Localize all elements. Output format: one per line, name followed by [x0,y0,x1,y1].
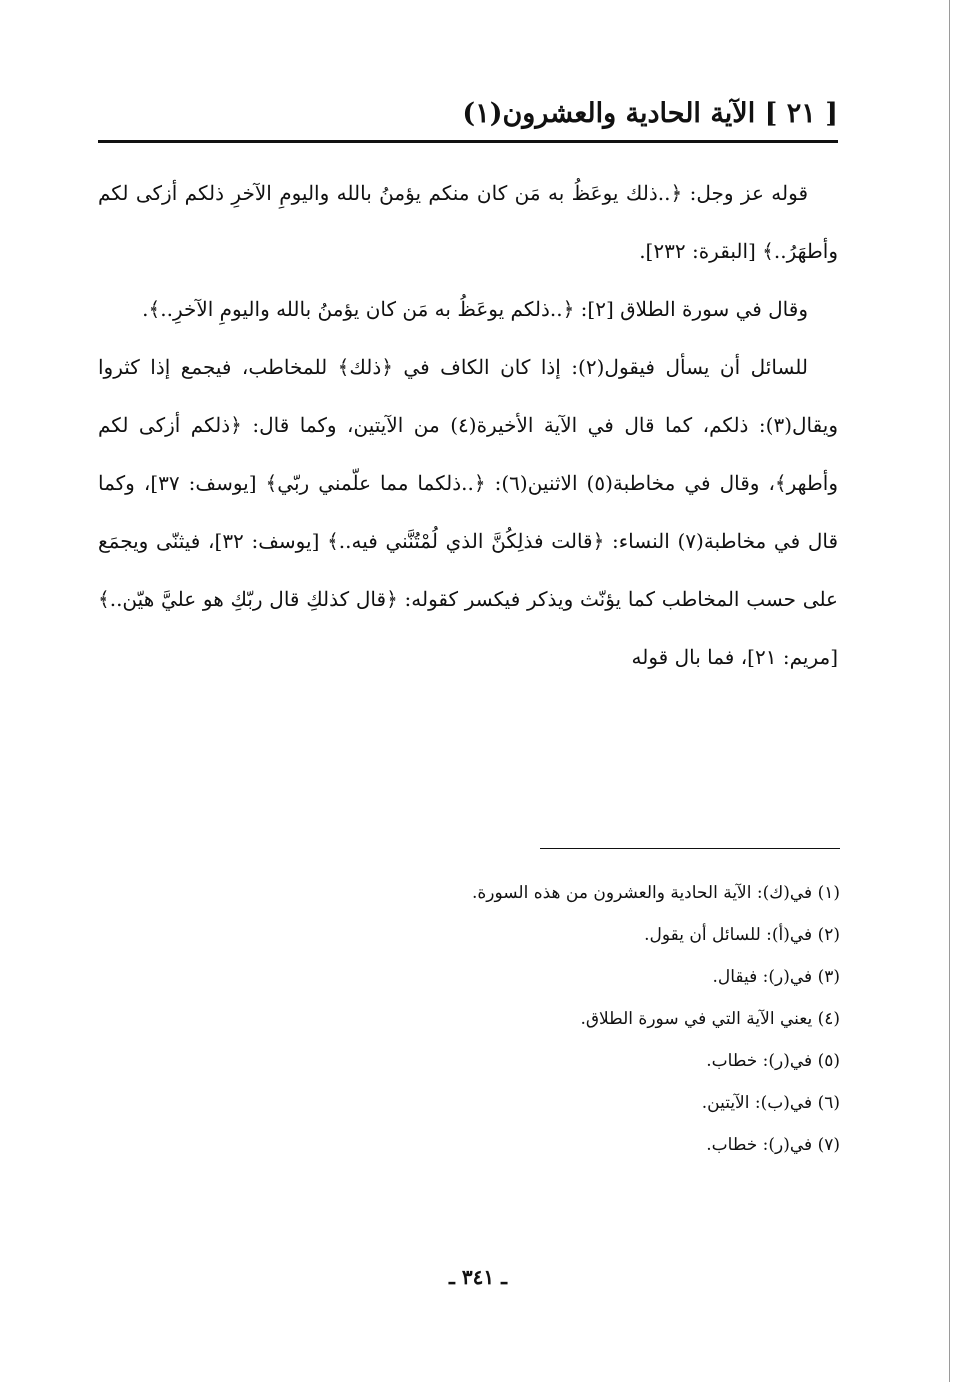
page-number: ـ ٣٤١ ـ [449,1265,507,1289]
footnote-2: (٢) في(أ): للسائل أن يقول. [644,925,840,945]
main-text [98,164,838,686]
paragraph-verse-baqara: قوله عز وجل: ﴿..ذلك يوعَظُ به مَن كان منكم يؤمنُ بالله واليومِ الآخرِ ذلكم أزكى لكم وأطهَرُ..﴾ [البقرة: ٢٣٢]. [98,181,838,263]
footnote-4: (٤) يعني الآية التي في سورة الطلاق. [580,1009,840,1029]
footnote-7: (٧) في(ر): خطاب. [706,1135,840,1155]
heading-rule [98,140,838,143]
page-edge-line [949,0,950,1382]
footnote-3: (٣) في(ر): فيقال. [712,967,840,987]
paragraph-verse-talaq: وقال في سورة الطلاق [٢]: ﴿..ذلكم يوعَظُ به مَن كان يؤمنُ بالله واليومِ الآخرِ..﴾. [142,297,808,321]
paragraph-question: للسائل أن يسأل فيقول(٢): إذا كان الكاف في ﴿ذلك﴾ للمخاطب، فيجمع إذا كثروا ويقال(٣): ذلكم، كما قال في الآية الأخيرة(٤) من الآيتين، وكما قال: ﴿ذلكم أزكى لكم وأطهر﴾، وقال في مخاطبة(٥) الاثنين(٦): ﴿..ذلكما مما علّمني ربّي﴾ [يوسف: ٣٧]، وكما قال في مخاطبة(٧) النساء: ﴿قالت فذلِكُنَّ الذي لُمْتُنَّني فيه..﴾ [يوسف: ٣٢]، فيثنّى ويجمَع على حسب المخاطب كما يؤنّث ويذكر فيكسر كقوله: ﴿قال كذلكِ قال ربّكِ هو عليَّ هيّن..﴾ [مريم: ٢١]، فما بال قوله [98,355,839,669]
footnote-5: (٥) في(ر): خطاب. [706,1051,840,1071]
footnote-separator [540,848,840,849]
footnote-6: (٦) في(ب): الآيتين. [701,1093,840,1113]
footnotes [300,872,840,1166]
section-heading: [ ٢١ ] الآية الحادية والعشرون(١) [462,98,838,129]
footnote-1: (١) في(ك): الآية الحادية والعشرون من هذه السورة. [471,883,840,903]
